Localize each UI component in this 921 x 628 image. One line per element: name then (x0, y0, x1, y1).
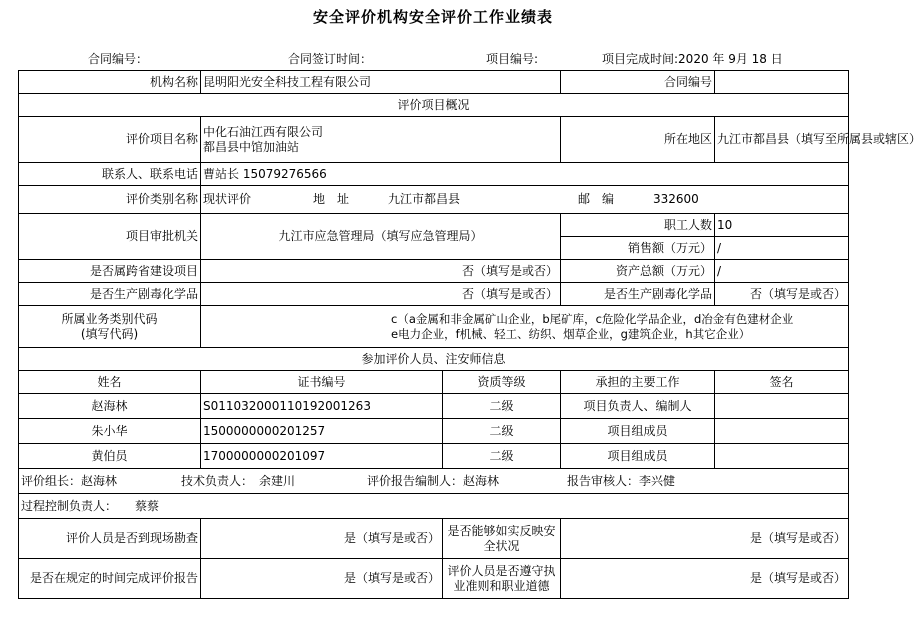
project-name-line2: 都昌县中馆加油站 (203, 139, 300, 154)
person-work: 项目负责人、编制人 (561, 394, 715, 419)
toxic-value: 否（填写是或否） (201, 283, 561, 306)
person-cert: 1500000000201257 (201, 419, 443, 444)
approval-row-1 (19, 214, 849, 237)
contact-label: 联系人、联系电话 (19, 163, 201, 186)
person-cert: S011032000110192001263 (201, 394, 443, 419)
ethic-label-line1: 评价人员是否遵守执 (447, 563, 556, 578)
assets-label: 资产总额（万元） (561, 260, 715, 283)
person-cert: 1700000000201097 (201, 444, 443, 469)
table-row (19, 394, 849, 419)
report-editor-text: 评价报告编制人：赵海林 (367, 473, 500, 488)
toxic-value-2: 否（填写是或否） (715, 283, 849, 306)
truth-label-line2: 全状况 (483, 538, 520, 553)
time-check-value: 是（填写是或否） (201, 559, 443, 599)
staff-value: 10 (715, 214, 849, 237)
org-name-value: 昆明阳光安全科技工程有限公司 (201, 71, 561, 94)
truth-value: 是（填写是或否） (561, 519, 849, 559)
personnel-header-row (19, 371, 849, 394)
staff-label: 职工人数 (561, 214, 715, 237)
person-sign (715, 419, 849, 444)
approval-value: 九江市应急管理局（填写应急管理局） (201, 214, 561, 260)
leader-text: 评价组长：赵海林 (21, 473, 118, 488)
ethic-label (443, 559, 561, 599)
biz-code-label-line2: (填写代码) (80, 326, 139, 341)
category-values (201, 186, 849, 214)
table-row (19, 419, 849, 444)
cross-value: 否（填写是或否） (201, 260, 561, 283)
person-name: 黄伯员 (19, 444, 201, 469)
project-name-line1: 中化石油江西有限公司 (203, 124, 324, 139)
personnel-section-label: 参加评价人员、注安师信息 (19, 348, 849, 371)
org-name-label: 机构名称 (19, 71, 201, 94)
assets-value: / (715, 260, 849, 283)
process-control-text: 过程控制负责人： 蔡蔡 (19, 494, 849, 519)
person-sign (715, 394, 849, 419)
biz-code-value (201, 306, 849, 348)
person-level: 二级 (443, 394, 561, 419)
overview-label: 评价项目概况 (19, 94, 849, 117)
personnel-section-row (19, 348, 849, 371)
time-check-row (19, 559, 849, 599)
biz-code-line2: e电力企业，f机械、轻工、纺织、烟草企业，g建筑企业，h其它企业） (391, 326, 751, 341)
biz-code-line1: c（a金属和非金属矿山企业，b尾矿库，c危险化学品企业，d冶金有色建材企业 (391, 311, 794, 326)
org-row (19, 71, 849, 94)
process-row (19, 494, 849, 519)
toxic-row (19, 283, 849, 306)
contract-no-label: 合同编号： (88, 52, 149, 66)
biz-code-label-line1: 所属业务类别代码 (61, 311, 158, 326)
tech-lead-text: 技术负责人： 余建川 (181, 473, 296, 488)
ethic-label-line2: 业准则和职业道德 (453, 578, 550, 593)
site-check-value: 是（填写是或否） (201, 519, 443, 559)
page-title: 安全评价机构安全评价工作业绩表 (312, 8, 553, 26)
truth-label-line1: 是否能够如实反映安 (447, 523, 556, 538)
header-sign: 签名 (715, 371, 849, 394)
truth-label (443, 519, 561, 559)
org-contract-value (715, 71, 849, 94)
sales-value: / (715, 237, 849, 260)
person-level: 二级 (443, 444, 561, 469)
site-check-row (19, 519, 849, 559)
person-name: 赵海林 (19, 394, 201, 419)
project-name-value (201, 117, 561, 163)
overview-row (19, 94, 849, 117)
contact-value: 曹站长 15079276566 (201, 163, 849, 186)
header-level: 资质等级 (443, 371, 561, 394)
approval-label: 项目审批机关 (19, 214, 201, 260)
contact-row (19, 163, 849, 186)
reviewer-text: 报告审核人：李兴健 (567, 473, 676, 488)
org-contract-label: 合同编号 (561, 71, 715, 94)
address-label: 地 址 (313, 192, 350, 206)
roles-row (19, 469, 849, 494)
site-check-label: 评价人员是否到现场勘查 (19, 519, 201, 559)
project-name-row (19, 117, 849, 163)
contract-sign-label: 合同签订时间： (288, 52, 373, 66)
performance-table (18, 70, 921, 599)
address-value: 九江市都昌县 (388, 192, 461, 206)
header-name: 姓名 (19, 371, 201, 394)
table-row (19, 444, 849, 469)
toxic-label-2: 是否生产剧毒化学品 (561, 283, 715, 306)
category-row (19, 186, 849, 214)
sales-label: 销售额（万元） (561, 237, 715, 260)
biz-code-label (19, 306, 201, 348)
header-work: 承担的主要工作 (561, 371, 715, 394)
category-value: 现状评价 (203, 192, 252, 206)
person-name: 朱小华 (19, 419, 201, 444)
person-work: 项目组成员 (561, 444, 715, 469)
project-no-label: 项目编号: (486, 52, 539, 66)
category-label: 评价类别名称 (19, 186, 201, 214)
header-cert: 证书编号 (201, 371, 443, 394)
biz-code-row (19, 306, 849, 348)
person-work: 项目组成员 (561, 419, 715, 444)
postcode-value: 332600 (653, 192, 699, 206)
location-label: 所在地区 (561, 117, 715, 163)
ethic-value: 是（填写是或否） (561, 559, 849, 599)
location-value: 九江市都昌县（填写至所属县或辖区） (715, 117, 849, 163)
project-name-label: 评价项目名称 (19, 117, 201, 163)
toxic-label: 是否生产剧毒化学品 (19, 283, 201, 306)
complete-date-label: 项目完成时间:2020 年 9月 18 日 (602, 52, 783, 66)
roles-cell (19, 469, 849, 494)
cross-label: 是否属跨省建设项目 (19, 260, 201, 283)
time-check-label: 是否在规定的时间完成评价报告 (19, 559, 201, 599)
person-level: 二级 (443, 419, 561, 444)
cross-province-row (19, 260, 849, 283)
postcode-label: 邮 编 (578, 192, 615, 206)
person-sign (715, 444, 849, 469)
